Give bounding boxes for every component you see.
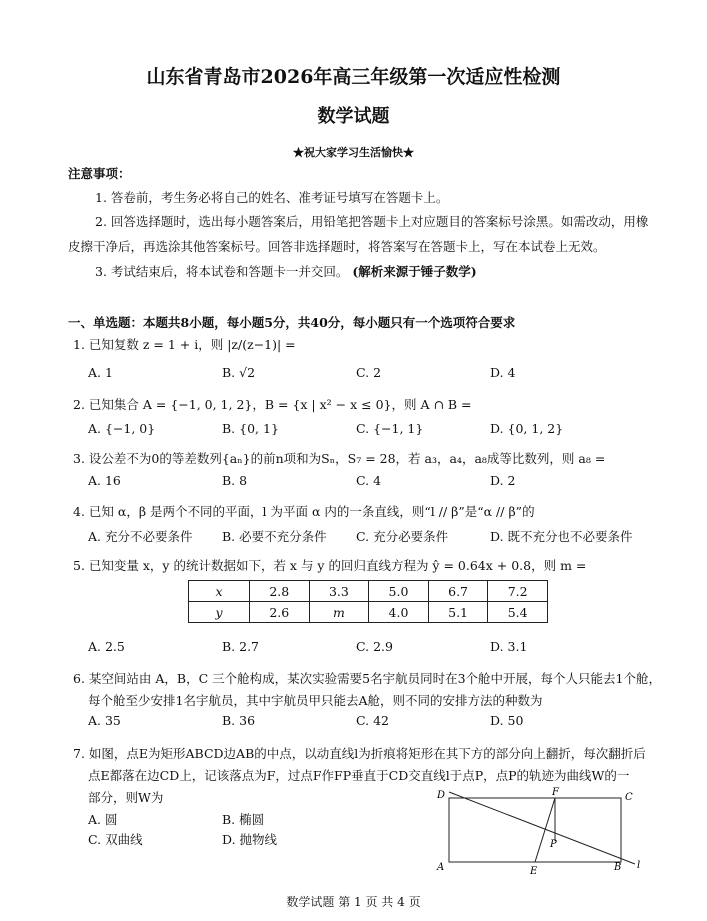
table-cell: 2.6 xyxy=(250,602,310,623)
table-cell: 6.7 xyxy=(428,581,488,602)
q2-option-d: D. {0, 1, 2} xyxy=(490,421,564,436)
q4-option-c: C. 充分必要条件 xyxy=(356,529,449,544)
q2-option-a: A. {−1, 0} xyxy=(88,421,156,436)
q5-option-d: D. 3.1 xyxy=(490,639,528,654)
q6-option-c: C. 42 xyxy=(356,713,389,728)
label-p: P xyxy=(550,839,557,850)
notice-item-3-note: (解析来源于锤子数学) xyxy=(352,264,477,279)
table-cell: 7.2 xyxy=(488,581,548,602)
table-cell: m xyxy=(309,602,369,623)
q5-option-b: B. 2.7 xyxy=(222,639,260,654)
fold-line-l xyxy=(449,792,635,864)
q4-option-d: D. 既不充分也不必要条件 xyxy=(490,529,633,544)
table-cell: y xyxy=(189,602,250,623)
q4-stem: 4. 已知 α，β 是两个不同的平面，l 为平面 α 内的一条直线，则“l // β”是“α // β”的 xyxy=(73,504,535,519)
wish-line: ★祝大家学习生活愉快★ xyxy=(293,146,414,159)
table-cell: 5.4 xyxy=(488,602,548,623)
q3-option-a: A. 16 xyxy=(88,473,121,488)
q7-option-c: C. 双曲线 xyxy=(88,832,143,847)
page-footer: 数学试题 第 1 页 共 4 页 xyxy=(286,895,421,909)
table-cell: x xyxy=(189,581,250,602)
label-a: A xyxy=(437,862,445,873)
notice-item-2b: 皮擦干净后，再选涂其他答案标号。回答非选择题时，将答案写在答题卡上，写在本试卷上无效。 xyxy=(68,239,606,254)
rectangle-abcd xyxy=(449,798,621,862)
notice-label: 注意事项： xyxy=(68,166,131,181)
q6-option-d: D. 50 xyxy=(490,713,524,728)
q5-option-c: C. 2.9 xyxy=(356,639,393,654)
q1-stem: 1. 已知复数 z = 1 + i，则 |z/(z−1)| = xyxy=(73,337,296,352)
q1-option-a: A. 1 xyxy=(88,365,113,380)
q7-option-b: B. 椭圆 xyxy=(222,812,265,827)
exam-subtitle: 数学试题 xyxy=(317,106,390,127)
q7-option-d: D. 抛物线 xyxy=(222,832,278,847)
q6-option-b: B. 36 xyxy=(222,713,256,728)
q4-option-b: B. 必要不充分条件 xyxy=(222,529,327,544)
q3-option-c: C. 4 xyxy=(356,473,382,488)
notice-item-3-text: 3. 考试结束后，将本试卷和答题卡一并交回。 xyxy=(95,264,349,279)
label-b: B xyxy=(614,862,622,873)
q4-option-a: A. 充分不必要条件 xyxy=(88,529,193,544)
label-f: F xyxy=(552,787,559,798)
q7-stem-line-3: 部分，则W为 xyxy=(88,790,164,805)
q7-stem-line-2: 点E都落在边CD上，记该落点为F，过点F作FP垂直于CD交直线l于点P，点P的轨迹为曲线W的一 xyxy=(88,768,630,783)
notice-item-3 xyxy=(95,262,477,280)
q2-option-b: B. {0, 1} xyxy=(222,421,279,436)
notice-item-1: 1. 答卷前，考生务必将自己的姓名、准考证号填写在答题卡上。 xyxy=(95,190,449,205)
q5-option-a: A. 2.5 xyxy=(88,639,125,654)
section-1-heading: 一、单选题：本题共8小题，每小题5分，共40分，每小题只有一个选项符合要求 xyxy=(68,315,516,330)
label-l: l xyxy=(637,860,641,871)
q7-stem-line-1: 7. 如图，点E为矩形ABCD边AB的中点，以动直线l为折痕将矩形在其下方的部分向上翻折，每次翻折后 xyxy=(73,746,646,761)
notice-item-2a: 2. 回答选择题时，选出每小题答案后，用铅笔把答题卡上对应题目的答案标号涂黑。如需改动，用橡 xyxy=(95,214,649,229)
q2-option-c: C. {−1, 1} xyxy=(356,421,424,436)
q6-option-a: A. 35 xyxy=(88,713,121,728)
q3-option-d: D. 2 xyxy=(490,473,516,488)
q3-stem: 3. 设公差不为0的等差数列{aₙ}的前n项和为Sₙ，S₇ = 28，若 a₃，a₄，a₈成等比数列，则 a₈ = xyxy=(73,451,606,466)
exam-title: 山东省青岛市2026年高三年级第一次适应性检测 xyxy=(146,66,561,88)
table-cell: 5.1 xyxy=(428,602,488,623)
label-c: C xyxy=(625,792,633,803)
table-cell: 2.8 xyxy=(250,581,310,602)
q1-option-b: B. √2 xyxy=(222,365,256,380)
table-cell: 5.0 xyxy=(369,581,429,602)
q2-stem: 2. 已知集合 A = {−1, 0, 1, 2}，B = {x | x² − x ≤ 0}，则 A ∩ B = xyxy=(73,397,472,412)
q7-rectangle-figure xyxy=(432,784,652,884)
table-row xyxy=(189,581,548,602)
q6-stem-line-2: 每个舱至少安排1名宇航员，其中宇航员甲只能去A舱，则不同的安排方法的种数为 xyxy=(88,693,543,708)
table-cell: 4.0 xyxy=(369,602,429,623)
q3-option-b: B. 8 xyxy=(222,473,248,488)
q6-stem-line-1: 6. 某空间站由 A，B，C 三个舱构成，某次实验需要5名宇航员同时在3个舱中开展，每个人只能去1个舱， xyxy=(73,671,661,686)
q1-option-d: D. 4 xyxy=(490,365,516,380)
q7-option-a: A. 圆 xyxy=(88,812,118,827)
segment-ef xyxy=(535,798,555,862)
q5-stem: 5. 已知变量 x，y 的统计数据如下，若 x 与 y 的回归直线方程为 ŷ = 0.64x + 0.8，则 m = xyxy=(73,558,587,573)
table-row xyxy=(189,602,548,623)
label-d: D xyxy=(437,790,446,801)
label-e: E xyxy=(530,866,538,877)
q1-option-c: C. 2 xyxy=(356,365,382,380)
q5-data-table xyxy=(188,580,548,623)
table-cell: 3.3 xyxy=(309,581,369,602)
